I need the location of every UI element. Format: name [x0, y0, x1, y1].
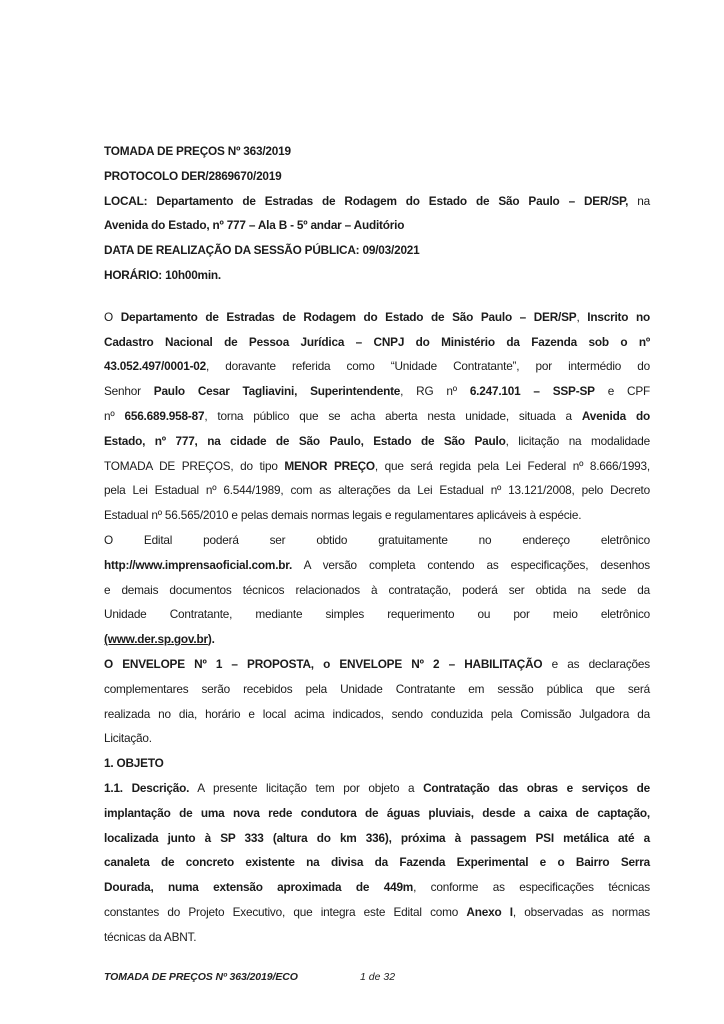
envelope-info-line — [104, 652, 650, 677]
text-run: localizada junto à SP 333 (altura do km 336), próxima à passagem PSI metálica até a — [104, 830, 650, 845]
text-run: Dourada, numa extensão aproximada de 449m — [104, 880, 414, 895]
text-run: nº — [104, 408, 125, 423]
text-run: , RG nº — [400, 384, 470, 399]
intro-paragraph-line — [104, 330, 650, 355]
text-run: 1. OBJETO — [104, 756, 164, 771]
text-run: , observadas as normas — [512, 904, 650, 919]
intro-paragraph-line — [104, 379, 650, 404]
text-run: TOMADA DE PREÇOS, do tipo — [104, 458, 285, 473]
text-run: 1.1. Descrição. — [104, 780, 190, 795]
text-run: , — [576, 309, 588, 324]
section-1-heading — [104, 751, 650, 776]
text-run: Senhor — [104, 384, 154, 399]
session-date — [104, 238, 650, 263]
envelope-info-line — [104, 677, 650, 702]
text-run: LOCAL: Departamento de Estradas de Rodagem do Estado de São Paulo – DER/SP, — [104, 193, 638, 208]
object-description-line — [104, 875, 650, 900]
location-line-1 — [104, 189, 650, 214]
object-description-line — [104, 900, 650, 925]
text-run: O Edital poderá ser obtido gratuitamente no endereço eletrônico — [104, 532, 650, 547]
object-description-line — [104, 826, 650, 851]
text-run: A versão completa contendo as especificações, desenhos — [292, 557, 650, 572]
envelope-info-line — [104, 702, 650, 727]
text-run: 43.052.497/0001-02 — [104, 359, 207, 374]
text-run: canaleta de concreto existente na divisa da Fazenda Experimental e o Bairro Serra — [104, 855, 650, 870]
object-description-line — [104, 776, 650, 801]
text-run: Departamento de Estradas de Rodagem do Estado de São Paulo – DER/SP — [120, 309, 577, 324]
text-run: Cadastro Nacional de Pessoa Jurídica – CNPJ do Ministério da Fazenda sob o nº — [104, 334, 650, 349]
text-run: HORÁRIO: 10h00min. — [104, 267, 222, 282]
edital-info-line — [104, 528, 650, 553]
text-run: Inscrito no — [587, 309, 650, 324]
footer-document-reference: TOMADA DE PREÇOS Nº 363/2019/ECO — [104, 971, 298, 983]
text-run: TOMADA DE PREÇOS Nº 363/2019 — [104, 144, 291, 158]
text-run: Avenida do Estado, nº 777 – Ala B - 5º andar – Auditório — [104, 218, 405, 233]
text-run: , torna público que se acha aberta nesta unidade, situada a — [204, 408, 582, 423]
text-run: Estadual nº 56.565/2010 e pelas demais normas legais e regulamentares aplicáveis à espécie. — [104, 508, 582, 523]
text-run: constantes do Projeto Executivo, que integra este Edital como — [104, 904, 467, 919]
text-run: e CPF — [594, 384, 651, 399]
page-footer — [104, 970, 650, 986]
intro-paragraph-line — [104, 478, 650, 503]
edital-info-line — [104, 578, 650, 603]
edital-info-line — [104, 627, 650, 652]
text-run: Avenida do — [581, 408, 650, 423]
text-run: , conforme as especificações técnicas — [413, 880, 650, 895]
text-run: e as declarações — [542, 656, 650, 671]
text-run: Anexo I — [466, 904, 513, 919]
doc-number-title — [104, 139, 650, 164]
intro-paragraph-line — [104, 429, 650, 454]
text-run: Licitação. — [104, 731, 152, 746]
footer-page-number: 1 de 32 — [360, 971, 396, 983]
text-run: , doravante referida como “Unidade Contratante”, por intermédio do — [206, 359, 650, 374]
text-run: 656.689.958-87 — [124, 408, 205, 423]
text-run: Paulo Cesar Tagliavini, Superintendente — [153, 384, 401, 399]
text-run: , licitação na modalidade — [505, 433, 650, 448]
text-run: A presente licitação tem por objeto a — [189, 780, 424, 795]
edital-info-line — [104, 553, 650, 578]
text-run: 6.247.101 – SSP-SP — [469, 384, 595, 399]
text-run: PROTOCOLO DER/2869670/2019 — [104, 168, 282, 183]
text-run: pela Lei Estadual nº 6.544/1989, com as alterações da Lei Estadual nº 13.121/2008, pelo Decreto — [104, 483, 650, 498]
protocol-number — [104, 164, 650, 189]
text-run: MENOR PREÇO — [284, 458, 375, 473]
text-run: O ENVELOPE Nº 1 – PROPOSTA, o ENVELOPE Nº 2 – HABILITAÇÃO — [104, 656, 543, 671]
text-run: na — [637, 193, 650, 208]
text-run: http://www.imprensaoficial.com.br. — [104, 557, 293, 572]
text-run: implantação de uma nova rede condutora de águas pluviais, desde a caixa de captação, — [104, 805, 650, 820]
text-run: técnicas da ABNT. — [104, 929, 197, 944]
session-time — [104, 263, 650, 288]
intro-paragraph-line — [104, 454, 650, 479]
intro-paragraph-line — [104, 404, 650, 429]
text-run: (www.der.sp.gov.br — [104, 632, 208, 647]
object-description-line — [104, 801, 650, 826]
text-run: DATA DE REALIZAÇÃO DA SESSÃO PÚBLICA: 09/03/2021 — [104, 243, 420, 258]
intro-paragraph-line — [104, 503, 650, 528]
intro-paragraph-line — [104, 305, 650, 330]
text-run: e demais documentos técnicos relacionados à contratação, poderá ser obtida na sede da — [104, 582, 650, 597]
text-run: Estado, nº 777, na cidade de São Paulo, Estado de São Paulo — [104, 433, 506, 448]
document-body — [104, 139, 650, 950]
object-description-line — [104, 925, 650, 950]
text-run: realizada no dia, horário e local acima indicados, sendo conduzida pela Comissão Julgadora da — [104, 706, 650, 721]
text-run: Unidade Contratante, mediante simples requerimento ou por meio eletrônico — [104, 607, 650, 622]
text-run: , que será regida pela Lei Federal nº 8.666/1993, — [374, 458, 650, 473]
location-line-2 — [104, 213, 650, 238]
text-run: O — [104, 309, 121, 324]
text-run: Contratação das obras e serviços de — [423, 780, 650, 795]
object-description-line — [104, 850, 650, 875]
edital-info-line — [104, 602, 650, 627]
intro-paragraph-line — [104, 354, 650, 379]
text-run: complementares serão recebidos pela Unidade Contratante em sessão pública que será — [104, 681, 650, 696]
text-run: ). — [207, 632, 215, 647]
envelope-info-line — [104, 726, 650, 751]
